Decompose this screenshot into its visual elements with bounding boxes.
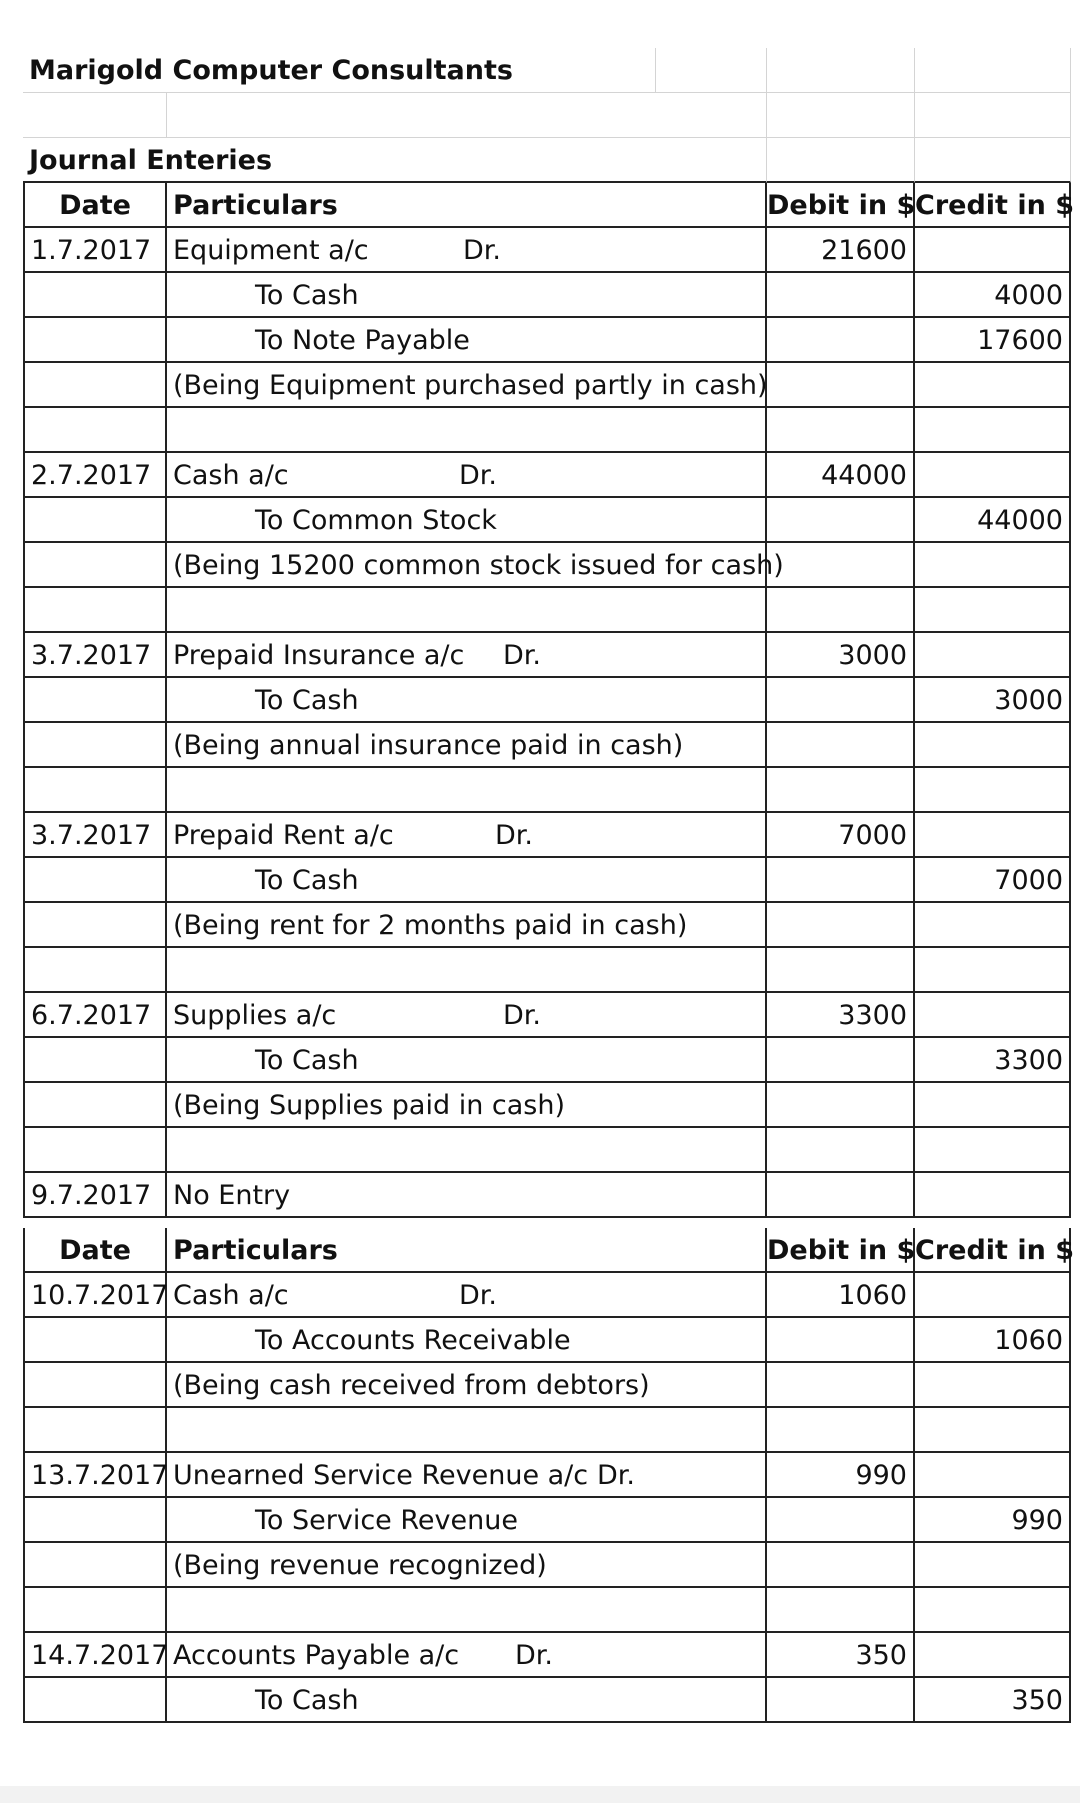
debit-amount[interactable] <box>767 318 915 363</box>
debit-amount[interactable] <box>767 1363 915 1408</box>
particulars-text[interactable]: To Cash <box>167 273 767 318</box>
empty-cell[interactable] <box>23 408 167 453</box>
header-date[interactable]: Date <box>23 1228 167 1273</box>
debit-amount[interactable]: 1060 <box>767 1273 915 1318</box>
header-particulars[interactable]: Particulars <box>167 1228 767 1273</box>
particulars-text[interactable]: (Being 15200 common stock issued for cash) <box>167 543 767 588</box>
credit-amount[interactable] <box>915 453 1071 498</box>
debit-amount[interactable]: 990 <box>767 1453 915 1498</box>
credit-amount[interactable]: 17600 <box>915 318 1071 363</box>
credit-amount[interactable] <box>915 633 1071 678</box>
entry-date[interactable] <box>23 678 167 723</box>
debit-amount[interactable] <box>767 363 915 408</box>
entry-date[interactable] <box>23 273 167 318</box>
credit-amount[interactable] <box>915 903 1071 948</box>
particulars-text[interactable]: Prepaid Insurance a/c Dr. <box>167 633 767 678</box>
debit-amount[interactable] <box>767 678 915 723</box>
particulars-text[interactable]: (Being Supplies paid in cash) <box>167 1083 767 1128</box>
particulars-text[interactable]: To Cash <box>167 678 767 723</box>
credit-amount[interactable] <box>915 543 1071 588</box>
debit-amount[interactable] <box>767 1038 915 1083</box>
dr-label: Dr. <box>463 235 501 266</box>
empty-cell[interactable] <box>767 1128 915 1173</box>
dr-label: Dr. <box>503 640 541 671</box>
credit-amount[interactable]: 3300 <box>915 1038 1071 1083</box>
entry-date[interactable] <box>23 1318 167 1363</box>
entry-date[interactable] <box>23 498 167 543</box>
particulars-text[interactable]: Accounts Payable a/c Dr. <box>167 1633 767 1678</box>
debit-amount[interactable]: 44000 <box>767 453 915 498</box>
debit-amount[interactable]: 3300 <box>767 993 915 1038</box>
particulars-text[interactable]: (Being rent for 2 months paid in cash) <box>167 903 767 948</box>
empty-cell[interactable] <box>915 768 1071 813</box>
credit-amount[interactable] <box>915 228 1071 273</box>
debit-amount[interactable] <box>767 1498 915 1543</box>
header-debit[interactable]: Debit in $ <box>767 183 915 228</box>
dr-label: Dr. <box>459 1280 497 1311</box>
credit-amount[interactable] <box>915 813 1071 858</box>
empty-cell[interactable] <box>915 1588 1071 1633</box>
debit-amount[interactable]: 350 <box>767 1633 915 1678</box>
particulars-text[interactable]: (Being annual insurance paid in cash) <box>167 723 767 768</box>
particulars-text[interactable]: (Being Equipment purchased partly in cash) <box>167 363 767 408</box>
particulars-text[interactable]: To Common Stock <box>167 498 767 543</box>
empty-cell[interactable] <box>915 408 1071 453</box>
debit-amount[interactable] <box>767 858 915 903</box>
debit-amount[interactable] <box>767 1678 915 1723</box>
empty-cell[interactable] <box>23 768 167 813</box>
particulars-text[interactable]: Unearned Service Revenue a/c Dr. <box>167 1453 767 1498</box>
debit-amount[interactable] <box>767 1543 915 1588</box>
entry-date[interactable]: 1.7.2017 <box>23 228 167 273</box>
entry-date[interactable]: 10.7.2017 <box>23 1273 167 1318</box>
empty-cell[interactable] <box>915 1128 1071 1173</box>
entry-date[interactable] <box>23 1498 167 1543</box>
credit-amount[interactable] <box>915 363 1071 408</box>
credit-amount[interactable] <box>915 1633 1071 1678</box>
empty-cell[interactable] <box>915 48 1071 93</box>
particulars-text[interactable]: No Entry <box>167 1173 767 1218</box>
entry-date[interactable]: 3.7.2017 <box>23 813 167 858</box>
empty-cell[interactable] <box>767 588 915 633</box>
credit-amount[interactable]: 990 <box>915 1498 1071 1543</box>
empty-cell[interactable] <box>167 1128 767 1173</box>
empty-cell[interactable] <box>23 948 167 993</box>
empty-cell[interactable] <box>915 948 1071 993</box>
empty-cell[interactable] <box>915 1408 1071 1453</box>
particulars-text[interactable]: Cash a/c Dr. <box>167 453 767 498</box>
empty-cell[interactable] <box>23 588 167 633</box>
particulars-text[interactable]: To Service Revenue <box>167 1498 767 1543</box>
particulars-text[interactable]: (Being revenue recognized) <box>167 1543 767 1588</box>
credit-amount[interactable] <box>915 1083 1071 1128</box>
empty-cell[interactable] <box>767 93 915 138</box>
particulars-text[interactable]: (Being cash received from debtors) <box>167 1363 767 1408</box>
entry-date[interactable] <box>23 1678 167 1723</box>
entry-date[interactable] <box>23 318 167 363</box>
entry-date[interactable]: 13.7.2017 <box>23 1453 167 1498</box>
entry-date[interactable]: 9.7.2017 <box>23 1173 167 1218</box>
entry-date[interactable] <box>23 1083 167 1128</box>
credit-amount[interactable] <box>915 993 1071 1038</box>
empty-cell[interactable] <box>167 588 767 633</box>
entry-date[interactable] <box>23 858 167 903</box>
empty-cell[interactable] <box>167 948 767 993</box>
credit-amount[interactable] <box>915 1453 1071 1498</box>
header-debit[interactable]: Debit in $ <box>767 1228 915 1273</box>
entry-date[interactable] <box>23 543 167 588</box>
particulars-text[interactable]: Cash a/c Dr. <box>167 1273 767 1318</box>
entry-date[interactable] <box>23 1363 167 1408</box>
dr-label: Dr. <box>597 1460 635 1491</box>
debit-amount[interactable] <box>767 543 915 588</box>
empty-cell[interactable] <box>767 1588 915 1633</box>
debit-amount[interactable]: 7000 <box>767 813 915 858</box>
credit-amount[interactable]: 44000 <box>915 498 1071 543</box>
empty-cell[interactable] <box>23 1588 167 1633</box>
dr-label: Dr. <box>503 1000 541 1031</box>
debit-amount[interactable] <box>767 498 915 543</box>
debit-amount[interactable] <box>767 1173 915 1218</box>
company-name[interactable]: Marigold Computer Consultants <box>23 48 655 93</box>
entry-date[interactable] <box>23 363 167 408</box>
empty-cell[interactable] <box>767 48 915 93</box>
entry-date[interactable]: 6.7.2017 <box>23 993 167 1038</box>
credit-amount[interactable]: 1060 <box>915 1318 1071 1363</box>
credit-amount[interactable]: 4000 <box>915 273 1071 318</box>
entry-date[interactable]: 2.7.2017 <box>23 453 167 498</box>
empty-cell[interactable] <box>23 93 167 138</box>
header-credit[interactable]: Credit in $ <box>915 183 1071 228</box>
entry-date[interactable] <box>23 1543 167 1588</box>
empty-cell[interactable] <box>767 948 915 993</box>
empty-cell[interactable] <box>767 138 915 183</box>
empty-cell[interactable] <box>915 93 1071 138</box>
credit-amount[interactable]: 7000 <box>915 858 1071 903</box>
debit-amount[interactable] <box>767 903 915 948</box>
credit-amount[interactable] <box>915 1173 1071 1218</box>
empty-cell[interactable] <box>23 1408 167 1453</box>
dr-label: Dr. <box>495 820 533 851</box>
credit-amount[interactable] <box>915 1273 1071 1318</box>
dr-label: Dr. <box>459 460 497 491</box>
credit-amount[interactable] <box>915 1543 1071 1588</box>
empty-cell[interactable] <box>167 408 767 453</box>
particulars-text[interactable]: Prepaid Rent a/c Dr. <box>167 813 767 858</box>
empty-cell[interactable] <box>767 1408 915 1453</box>
credit-amount[interactable]: 350 <box>915 1678 1071 1723</box>
entry-date[interactable]: 3.7.2017 <box>23 633 167 678</box>
empty-cell[interactable] <box>655 48 767 93</box>
empty-cell[interactable] <box>167 1408 767 1453</box>
entry-date[interactable] <box>23 1038 167 1083</box>
header-credit[interactable]: Credit in $ <box>915 1228 1071 1273</box>
entry-date[interactable] <box>23 903 167 948</box>
debit-amount[interactable] <box>767 1318 915 1363</box>
credit-amount[interactable] <box>915 1363 1071 1408</box>
empty-cell[interactable] <box>167 1588 767 1633</box>
particulars-text[interactable]: Supplies a/c Dr. <box>167 993 767 1038</box>
empty-cell[interactable] <box>915 138 1071 183</box>
header-particulars[interactable]: Particulars <box>167 183 767 228</box>
entry-date[interactable] <box>23 723 167 768</box>
particulars-text[interactable]: To Cash <box>167 858 767 903</box>
particulars-text[interactable]: To Cash <box>167 1678 767 1723</box>
empty-cell[interactable] <box>23 1128 167 1173</box>
entry-date[interactable]: 14.7.2017 <box>23 1633 167 1678</box>
debit-amount[interactable] <box>767 723 915 768</box>
empty-cell[interactable] <box>915 588 1071 633</box>
empty-cell[interactable] <box>167 768 767 813</box>
journal-subtitle[interactable]: Journal Enteries <box>23 138 767 183</box>
empty-cell[interactable] <box>767 408 915 453</box>
debit-amount[interactable] <box>767 273 915 318</box>
particulars-text[interactable]: To Cash <box>167 1038 767 1083</box>
debit-amount[interactable]: 3000 <box>767 633 915 678</box>
debit-amount[interactable]: 21600 <box>767 228 915 273</box>
particulars-text[interactable]: Equipment a/c Dr. <box>167 228 767 273</box>
empty-cell[interactable] <box>167 93 767 138</box>
dr-label: Dr. <box>515 1640 553 1671</box>
header-date[interactable]: Date <box>23 183 167 228</box>
credit-amount[interactable] <box>915 723 1071 768</box>
bottom-edge <box>0 1786 1080 1803</box>
empty-cell[interactable] <box>767 768 915 813</box>
particulars-text[interactable]: To Note Payable <box>167 318 767 363</box>
credit-amount[interactable]: 3000 <box>915 678 1071 723</box>
particulars-text[interactable]: To Accounts Receivable <box>167 1318 767 1363</box>
debit-amount[interactable] <box>767 1083 915 1128</box>
